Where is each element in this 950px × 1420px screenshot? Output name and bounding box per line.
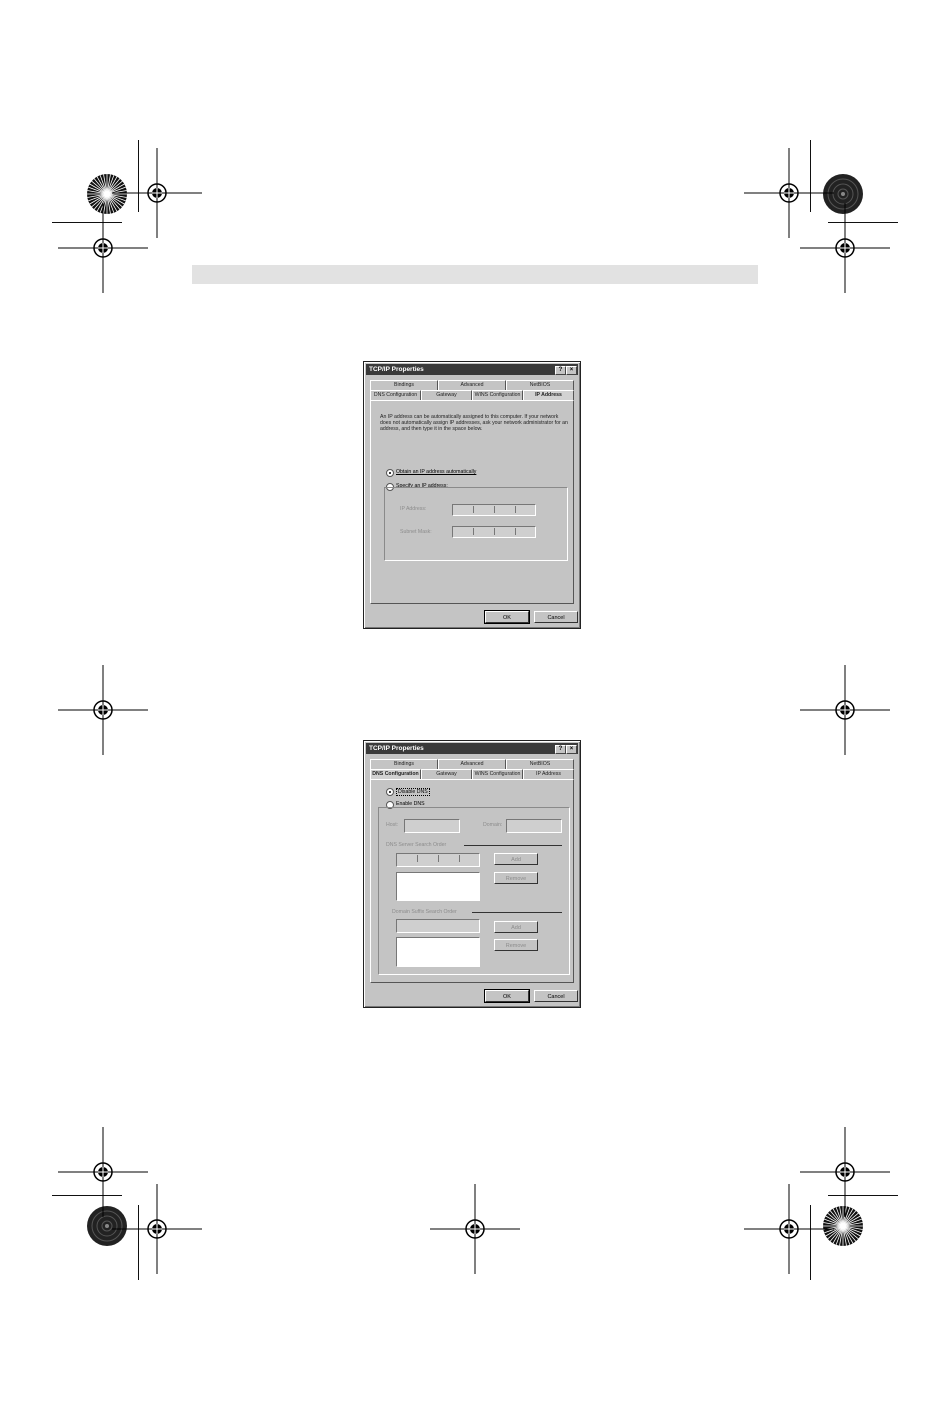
domain-suffix-field[interactable]	[396, 919, 480, 933]
ip-groupbox	[384, 487, 568, 561]
header-band	[192, 265, 758, 284]
domain-suffix-list[interactable]	[396, 937, 480, 967]
ring-mark	[87, 1206, 127, 1246]
ip-address-label: IP Address:	[400, 506, 427, 512]
tab-ip-address[interactable]: IP Address	[523, 390, 574, 400]
subnet-mask-label: Subnet Mask:	[400, 529, 432, 535]
remove-suffix-button[interactable]: Remove	[494, 939, 538, 951]
tab-gateway[interactable]: Gateway	[421, 390, 472, 400]
tab-bindings[interactable]: Bindings	[370, 380, 438, 390]
add-dns-button[interactable]: Add	[494, 853, 538, 865]
host-label: Host:	[386, 822, 399, 828]
starburst-mark	[87, 174, 127, 214]
tcpip-dialog-ip-address	[363, 361, 581, 629]
ip-address-field[interactable]	[452, 504, 536, 516]
cancel-button[interactable]: Cancel	[534, 990, 578, 1002]
close-button[interactable]: ×	[566, 366, 577, 375]
info-text: An IP address can be automatically assigned to this computer. If your network does not automatically assign IP addresses, ask your network administrator for an address, and then type it in the space below.	[380, 414, 568, 433]
tab-wins-configuration[interactable]: WINS Configuration	[472, 390, 523, 400]
disable-dns-label: Disable DNS	[398, 789, 428, 795]
separator	[472, 912, 562, 913]
dns-order-label: DNS Server Search Order	[386, 842, 447, 848]
tab-dns-configuration[interactable]: DNS Configuration	[370, 769, 421, 779]
enable-dns-label: Enable DNS	[396, 801, 425, 807]
obtain-ip-label: Obtain an IP address automatically	[396, 469, 477, 475]
cancel-button[interactable]: Cancel	[534, 611, 578, 623]
obtain-ip-radio[interactable]	[386, 469, 394, 477]
tab-dns-configuration[interactable]: DNS Configuration	[370, 390, 421, 400]
remove-dns-button[interactable]: Remove	[494, 872, 538, 884]
dialog-title: TCP/IP Properties	[369, 745, 424, 752]
starburst-mark	[823, 1206, 863, 1246]
tab-row-2	[370, 390, 574, 400]
help-button[interactable]: ?	[555, 366, 566, 375]
subnet-mask-field[interactable]	[452, 526, 536, 538]
tab-advanced[interactable]: Advanced	[438, 759, 506, 769]
tab-row-1	[370, 380, 574, 390]
tab-bindings[interactable]: Bindings	[370, 759, 438, 769]
ok-button[interactable]: OK	[485, 990, 529, 1002]
tab-advanced[interactable]: Advanced	[438, 380, 506, 390]
close-button[interactable]: ×	[566, 745, 577, 754]
title-bar	[366, 743, 578, 754]
specify-ip-label: Specify an IP address:	[396, 483, 448, 489]
add-suffix-button[interactable]: Add	[494, 921, 538, 933]
dns-server-list[interactable]	[396, 872, 480, 901]
domain-label: Domain:	[483, 822, 503, 828]
dns-server-field[interactable]	[396, 853, 480, 867]
tab-gateway[interactable]: Gateway	[421, 769, 472, 779]
tab-row-2	[370, 769, 574, 779]
separator	[464, 845, 562, 846]
ok-button[interactable]: OK	[485, 611, 529, 623]
tab-netbios[interactable]: NetBIOS	[506, 759, 574, 769]
tcpip-dialog-dns	[363, 740, 581, 1008]
host-field[interactable]	[404, 819, 460, 833]
help-button[interactable]: ?	[555, 745, 566, 754]
domain-field[interactable]	[506, 819, 562, 833]
suffix-order-label: Domain Suffix Search Order	[392, 909, 457, 915]
disable-dns-radio[interactable]	[386, 788, 394, 796]
tab-netbios[interactable]: NetBIOS	[506, 380, 574, 390]
tab-row-1	[370, 759, 574, 769]
ring-mark	[823, 174, 863, 214]
title-bar	[366, 364, 578, 375]
tab-ip-address[interactable]: IP Address	[523, 769, 574, 779]
dialog-title: TCP/IP Properties	[369, 366, 424, 373]
tab-wins-configuration[interactable]: WINS Configuration	[472, 769, 523, 779]
